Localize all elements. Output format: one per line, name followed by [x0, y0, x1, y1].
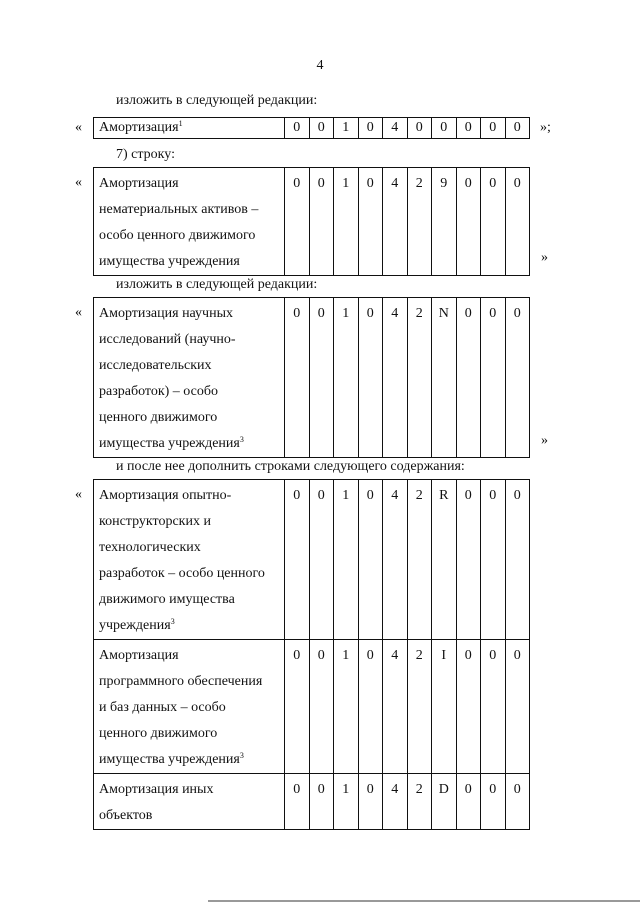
instruction-text: 7) строку: — [116, 147, 175, 162]
code-digit: 0 — [481, 774, 506, 830]
code-digit: 0 — [309, 118, 334, 139]
row-label-line: имущества учреждения — [99, 752, 240, 767]
code-digit: 0 — [505, 480, 530, 640]
code-digit: 0 — [309, 298, 334, 458]
code-digit: 0 — [358, 118, 383, 139]
close-quote: »; — [540, 120, 551, 135]
code-digit: 0 — [285, 168, 310, 276]
code-digit: 0 — [358, 774, 383, 830]
code-digit: 0 — [285, 480, 310, 640]
code-digit: 0 — [456, 168, 481, 276]
code-digit: 0 — [456, 774, 481, 830]
code-digit: 0 — [456, 640, 481, 774]
code-digit: 0 — [285, 640, 310, 774]
code-table — [93, 479, 530, 830]
row-label-line: Амортизация — [99, 176, 179, 191]
table-row — [94, 480, 530, 640]
row-label-line: объектов — [99, 808, 153, 823]
row-label-line: имущества учреждения — [99, 254, 240, 269]
row-label — [94, 774, 285, 830]
row-label-line: исследовательских — [99, 358, 212, 373]
code-digit: 4 — [383, 298, 408, 458]
instruction-text: изложить в следующей редакции: — [116, 277, 318, 292]
row-label-line: нематериальных активов – — [99, 202, 259, 217]
row-label-line: разработок) – особо — [99, 384, 218, 399]
row-label-line: Амортизация — [99, 648, 179, 663]
table-row — [94, 168, 530, 276]
code-digit: 1 — [334, 774, 359, 830]
code-digit: 0 — [309, 774, 334, 830]
row-label-line: учреждения — [99, 618, 171, 633]
row-label-line: технологических — [99, 540, 201, 555]
row-label — [94, 640, 285, 774]
code-digit: 0 — [285, 298, 310, 458]
row-label-line: особо ценного движимого — [99, 228, 256, 243]
open-quote: « — [75, 487, 82, 502]
scan-edge-line — [208, 900, 640, 902]
close-quote: » — [541, 250, 548, 265]
row-label-line: программного обеспечения — [99, 674, 263, 689]
code-digit: I — [432, 640, 457, 774]
row-label-line: ценного движимого — [99, 410, 218, 425]
instruction-text: и после нее дополнить строками следующего содержания: — [116, 459, 465, 474]
code-digit: 0 — [505, 298, 530, 458]
code-digit: 0 — [481, 118, 506, 139]
code-digit: 0 — [481, 298, 506, 458]
code-digit: 4 — [383, 118, 408, 139]
page-number: 4 — [316, 58, 324, 73]
code-table — [93, 297, 530, 458]
code-digit: 2 — [407, 480, 432, 640]
code-digit: 0 — [505, 774, 530, 830]
code-digit: D — [432, 774, 457, 830]
code-digit: 0 — [505, 168, 530, 276]
code-digit: 1 — [334, 480, 359, 640]
code-digit: 1 — [334, 118, 359, 139]
code-digit: 0 — [309, 480, 334, 640]
code-digit: 0 — [358, 480, 383, 640]
table-row — [94, 774, 530, 830]
table-row — [94, 640, 530, 774]
code-digit: 4 — [383, 480, 408, 640]
code-digit: 0 — [481, 640, 506, 774]
footnote-ref: 3 — [239, 435, 244, 444]
row-label — [94, 298, 285, 458]
row-label-line: исследований (научно- — [99, 332, 236, 347]
code-digit: 0 — [481, 168, 506, 276]
code-digit: 4 — [383, 774, 408, 830]
code-digit: 0 — [505, 640, 530, 774]
row-label — [94, 168, 285, 276]
code-digit: 1 — [334, 298, 359, 458]
code-digit: 9 — [432, 168, 457, 276]
row-label-line: и баз данных – особо — [99, 700, 226, 715]
code-digit: N — [432, 298, 457, 458]
code-digit: 0 — [358, 640, 383, 774]
code-digit: 0 — [285, 118, 310, 139]
row-label-line: разработок – особо ценного — [99, 566, 265, 581]
code-digit: 2 — [407, 774, 432, 830]
row-label — [94, 480, 285, 640]
open-quote: « — [75, 120, 82, 135]
row-label-line: ценного движимого — [99, 726, 218, 741]
row-label-line: конструкторских и — [99, 514, 211, 529]
code-digit: 0 — [505, 118, 530, 139]
row-label-line: движимого имущества — [99, 592, 235, 607]
footnote-ref: 1 — [178, 119, 183, 128]
close-quote: » — [541, 433, 548, 448]
row-label-line: Амортизация научных — [99, 306, 233, 321]
code-digit: 0 — [432, 118, 457, 139]
code-digit: R — [432, 480, 457, 640]
code-digit: 0 — [309, 640, 334, 774]
row-label — [94, 118, 285, 139]
code-table — [93, 167, 530, 276]
code-digit: 0 — [358, 298, 383, 458]
instruction-text: изложить в следующей редакции: — [116, 93, 318, 108]
row-label-line: имущества учреждения — [99, 436, 240, 451]
code-digit: 2 — [407, 168, 432, 276]
open-quote: « — [75, 175, 82, 190]
code-digit: 0 — [456, 298, 481, 458]
code-digit: 1 — [334, 640, 359, 774]
table-row — [94, 118, 530, 139]
code-digit: 4 — [383, 168, 408, 276]
code-digit: 0 — [358, 168, 383, 276]
code-digit: 1 — [334, 168, 359, 276]
code-digit: 0 — [309, 168, 334, 276]
code-digit: 0 — [456, 480, 481, 640]
table-row — [94, 298, 530, 458]
code-digit: 0 — [285, 774, 310, 830]
code-digit: 0 — [407, 118, 432, 139]
code-digit: 2 — [407, 298, 432, 458]
row-label-line: Амортизация опытно- — [99, 488, 232, 503]
code-digit: 0 — [456, 118, 481, 139]
row-label-line: Амортизация иных — [99, 782, 214, 797]
code-table — [93, 117, 530, 139]
row-label-line: Амортизация — [99, 120, 179, 135]
code-digit: 0 — [481, 480, 506, 640]
open-quote: « — [75, 305, 82, 320]
footnote-ref: 3 — [239, 751, 244, 760]
code-digit: 2 — [407, 640, 432, 774]
footnote-ref: 3 — [170, 617, 175, 626]
code-digit: 4 — [383, 640, 408, 774]
